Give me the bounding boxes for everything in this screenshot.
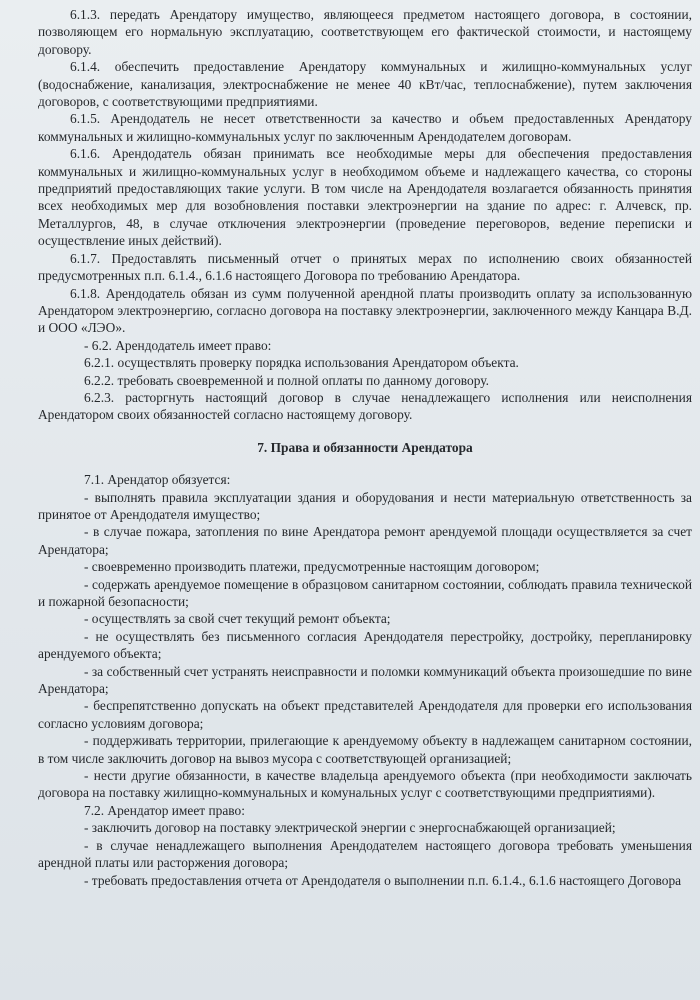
list-item: - в случае ненадлежащего выполнения Арендодателем настоящего договора требовать уменьшения арендной платы или расторжения договора; xyxy=(38,837,692,871)
section-7-heading: 7. Права и обязанности Арендатора xyxy=(257,439,473,455)
clause-6-2-2: 6.2.2. требовать своевременной и полной оплаты по данному договору. xyxy=(84,372,489,388)
list-item: - содержать арендуемое помещение в образцовом санитарном состоянии, соблюдать правила технической и пожарной безопасности; xyxy=(38,576,692,609)
list-item: - требовать предоставления отчета от Арендодателя о выполнении п.п. 6.1.4., 6.1.6 настоящего Договора xyxy=(84,872,682,888)
clause-6-1-7: 6.1.7. Предоставлять письменный отчет о принятых мерах по исполнению своих обязанностей предусмотренных п.п. 6.1.4., 6.1.6 настоящего Договора по требованию Арендатора. xyxy=(38,250,692,284)
clause-6-1-5: 6.1.5. Арендодатель не несет ответственности за качество и объем предоставленных Арендатору коммунальных и жилищно-коммунальных услуг по заключенным Арендодателем договорам. xyxy=(38,111,692,144)
list-item: - осуществлять за свой счет текущий ремонт объекта; xyxy=(84,611,391,627)
list-item: - поддерживать территории, прилегающие к арендуемому объекту в надлежащем санитарном состоянии, в том числе заключить договор на вывоз мусора с соответствующей организацией; xyxy=(38,733,692,766)
clause-6-2-3: 6.2.3. расторгнуть настоящий договор в случае ненадлежащего исполнения или неисполнения Арендатором своих обязанностей согласно настоящему договору. xyxy=(38,389,692,423)
clause-6-1-3: 6.1.3. передать Арендатору имущество, являющееся предметом настоящего договора, в состоянии, позволяющем его нормальную эксплуатацию, соответствующем его фактической стоимости, и настоящему договору. xyxy=(38,7,692,57)
clause-6-1-8: 6.1.8. Арендодатель обязан из сумм полученной арендной платы производить оплату за использованную Арендатором электроэнергию, согласно договора на поставку электроэнергии, заключенного между Канцара В.Д. и ООО «ЛЭО». xyxy=(38,285,692,336)
clause-6-1-4: 6.1.4. обеспечить предоставление Арендатору коммунальных и жилищно-коммунальных услуг (водоснабжение, канализация, электроснабжение не менее 40 кВт/час, теплоснабжение), путем заключения договоров, с соответствующими предприятиями. xyxy=(38,59,692,110)
clause-6-1-6: 6.1.6. Арендодатель обязан принимать все необходимые меры для обеспечения предоставления коммунальных и жилищно-коммунальных услуг в необходимом объеме и надлежащего качества, со стороны предприятий предоставляющих такие услуги. В том числе на Арендодателя возлагается обязанность принятия всех необходимых мер для возобновления поставки электроэнергии на здание по адрес: г. Алчевск, пр. Металлургов, 48, в случае отключения электроэнергии (проведение переговоров, ведение переписки и осуществление иных действий). xyxy=(38,146,692,249)
list-item: - выполнять правила эксплуатации здания и оборудования и нести материальную ответственность за принятое от Арендодателя имущество; xyxy=(38,489,692,522)
list-item: - нести другие обязанности, в качестве владельца арендуемого объекта (при необходимости заключать договора на поставку жилищно-коммунальных и комунальных услуг с соответствующими предприятиями). xyxy=(38,768,692,801)
list-item: - заключить договор на поставку электрической энергии с энергоснабжающей организацией; xyxy=(84,820,616,836)
clause-6-2-1: 6.2.1. осуществлять проверку порядка использования Арендатором объекта. xyxy=(84,355,519,371)
clause-6-2: - 6.2. Арендодатель имеет право: xyxy=(84,337,272,353)
list-item: - за собственный счет устранять неисправности и поломки коммуникаций объекта произошедшие по вине Арендатора; xyxy=(38,663,692,697)
clause-7-1: 7.1. Арендатор обязуется: xyxy=(84,472,231,488)
list-item: - беспрепятственно допускать на объект представителей Арендодателя для проверки его использования согласно условиям договора; xyxy=(38,698,692,731)
clause-7-2: 7.2. Арендатор имеет право: xyxy=(84,802,245,818)
list-item: - в случае пожара, затопления по вине Арендатора ремонт арендуемой площади осуществляется за счет Арендатора; xyxy=(38,524,692,557)
list-item: - не осуществлять без письменного согласия Арендодателя перестройку, достройку, перепланировку арендуемого объекта; xyxy=(38,628,692,662)
list-item: - своевременно производить платежи, предусмотренные настоящим договором; xyxy=(84,559,540,575)
